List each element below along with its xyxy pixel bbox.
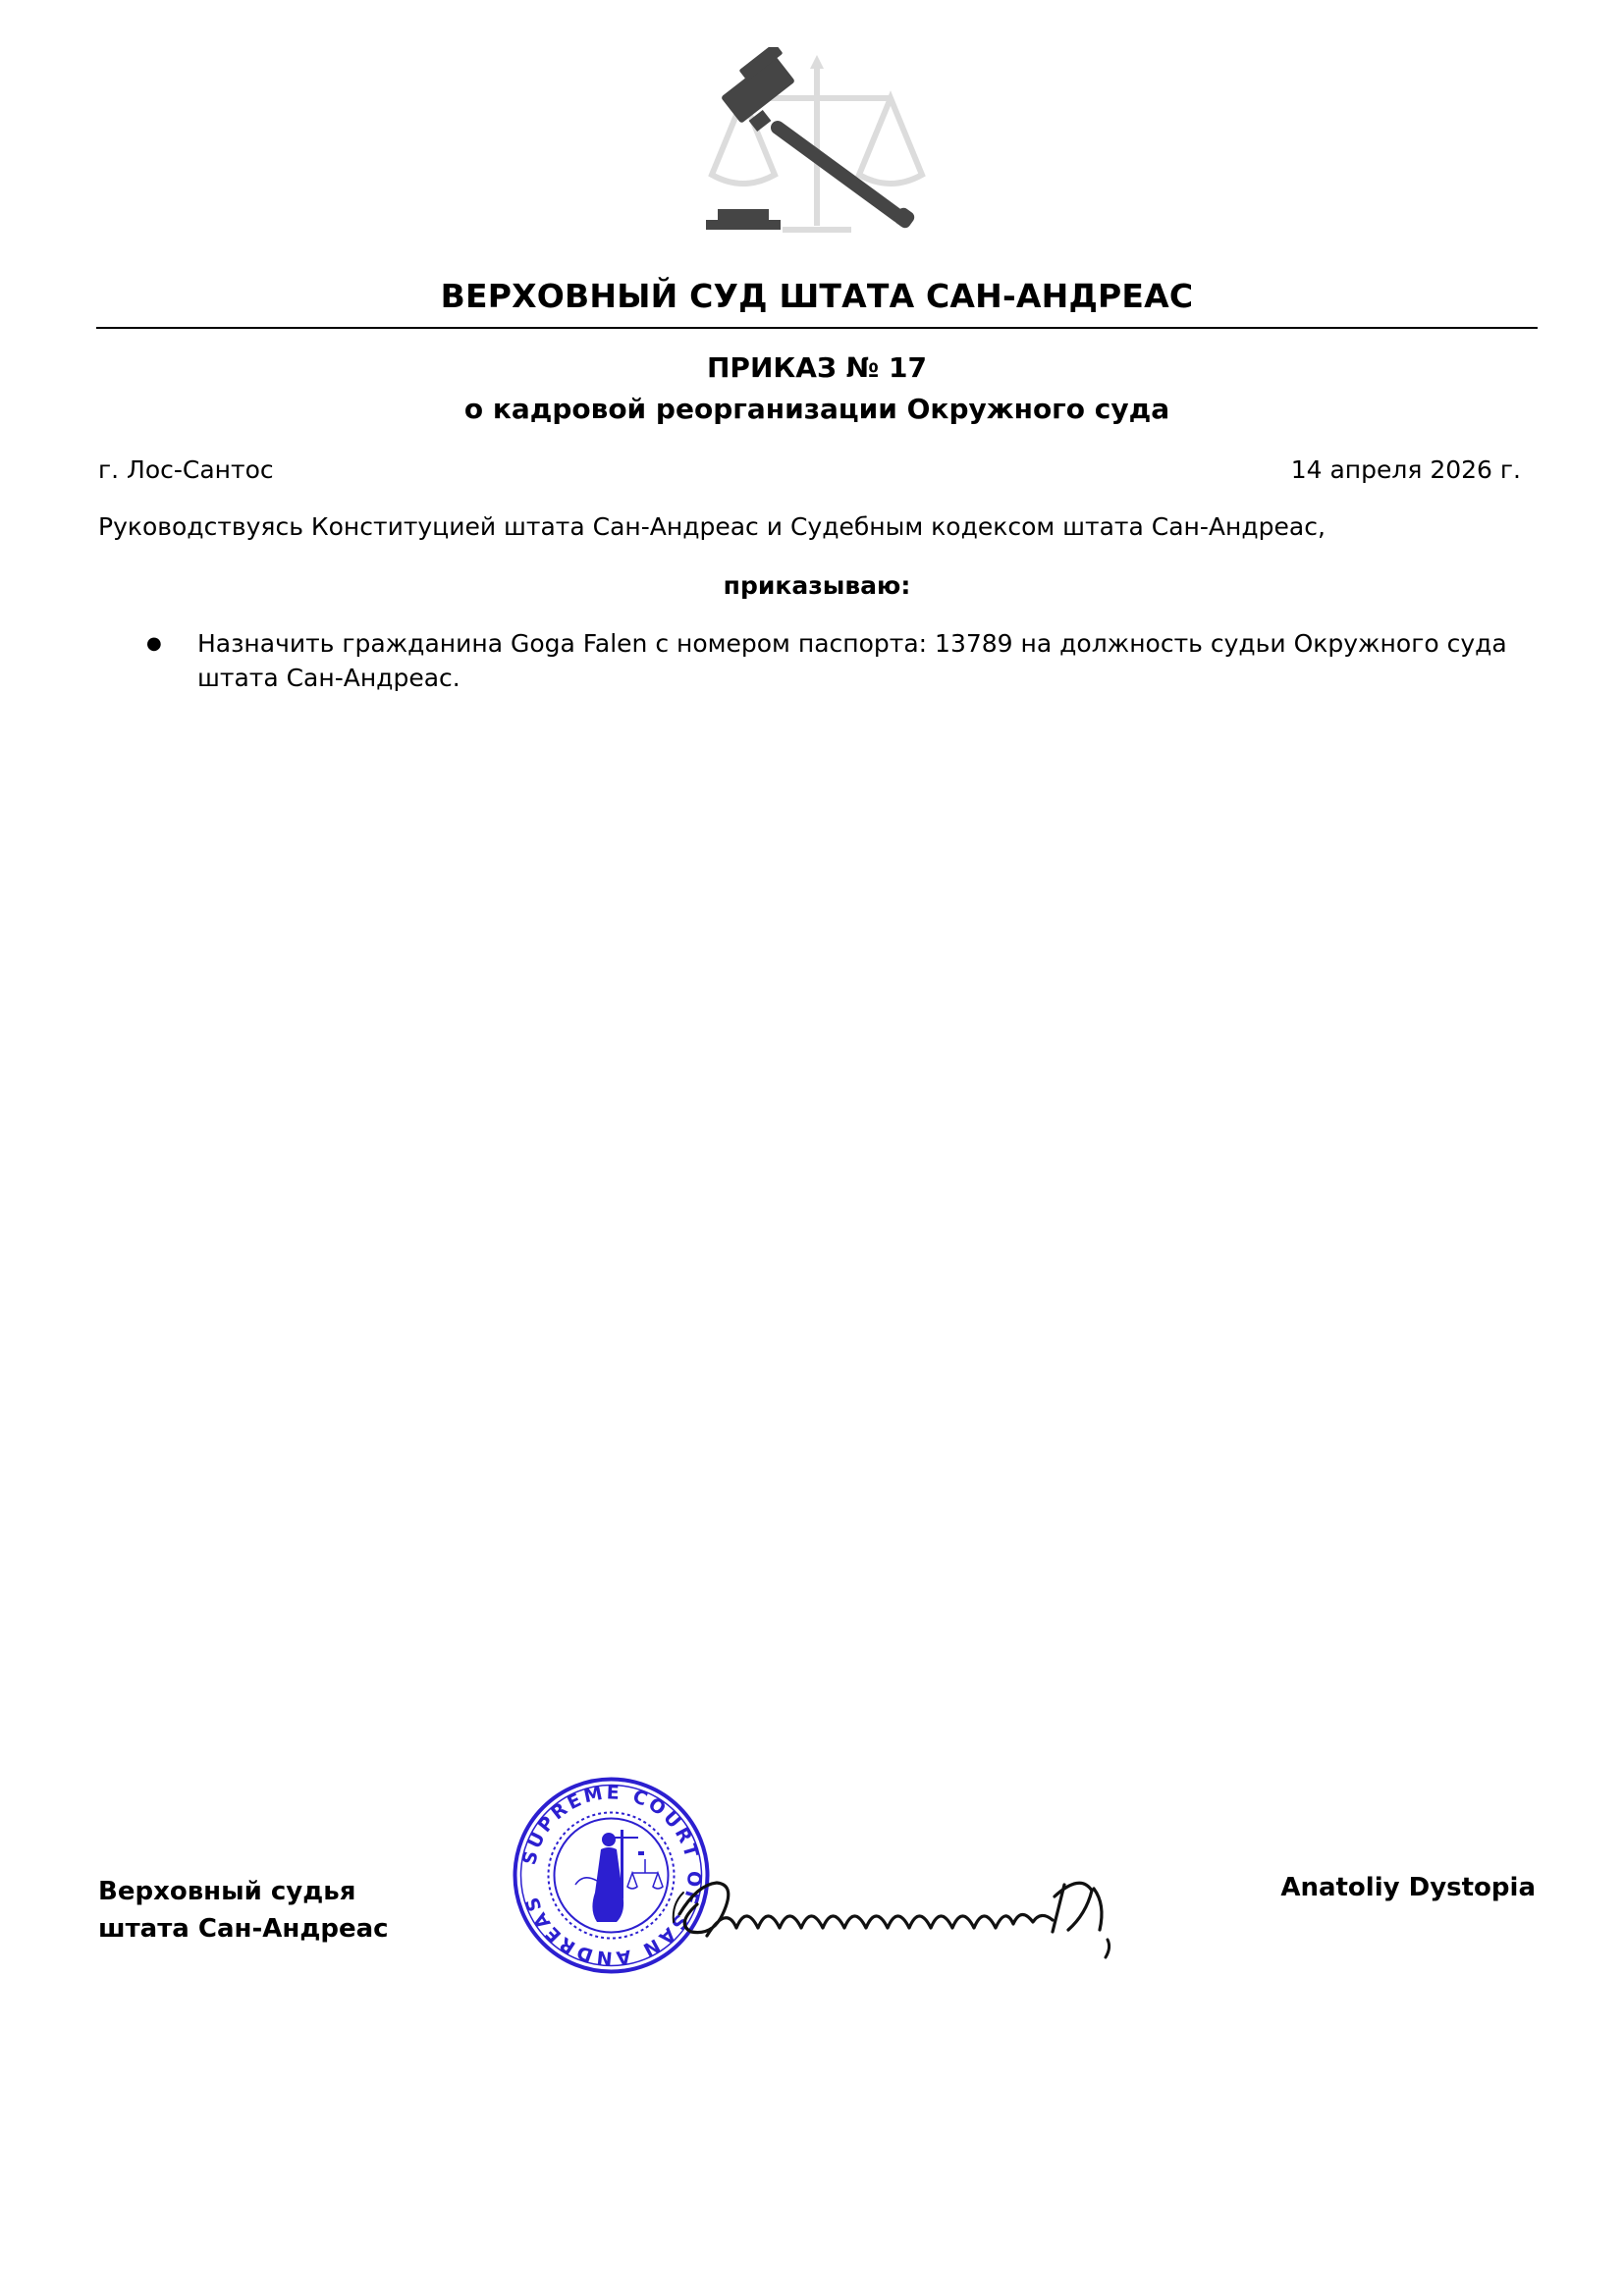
signatory-title-line2: штата Сан-Андреас xyxy=(98,1914,389,1944)
decree-word: приказываю: xyxy=(723,571,911,600)
signatory-name: Anatoliy Dystopia xyxy=(1280,1873,1536,1902)
seal-text: SUPREME COURT OF SAN ANDREAS xyxy=(518,1782,705,1969)
preamble-text: Руководствуясь Конституцией штата Сан-Андреас и Судебным кодексом штата Сан-Андреас, xyxy=(98,512,1326,541)
signatory-title-line1: Верховный судья xyxy=(98,1877,356,1906)
handwritten-signature xyxy=(668,1845,1198,1973)
order-subject: о кадровой реорганизации Окружного суда xyxy=(463,393,1170,425)
header-divider xyxy=(96,327,1538,329)
list-item xyxy=(98,626,1538,695)
order-number: ПРИКАЗ № 17 xyxy=(707,351,927,384)
order-items-list xyxy=(98,626,1538,695)
signatory-title xyxy=(98,1873,389,1948)
court-name-heading: ВЕРХОВНЫЙ СУД ШТАТА САН-АНДРЕАС xyxy=(440,277,1194,315)
bullet-icon: ● xyxy=(146,633,162,654)
date-line: 14 апреля 2026 г. xyxy=(1290,455,1521,484)
gavel-scales-emblem-icon xyxy=(684,47,949,243)
city-line: г. Лос-Сантос xyxy=(98,455,274,484)
list-item-text: Назначить гражданина Goga Falen с номером паспорта: 13789 на должность судьи Окружного суда штата Сан-Андреас. xyxy=(197,629,1507,692)
